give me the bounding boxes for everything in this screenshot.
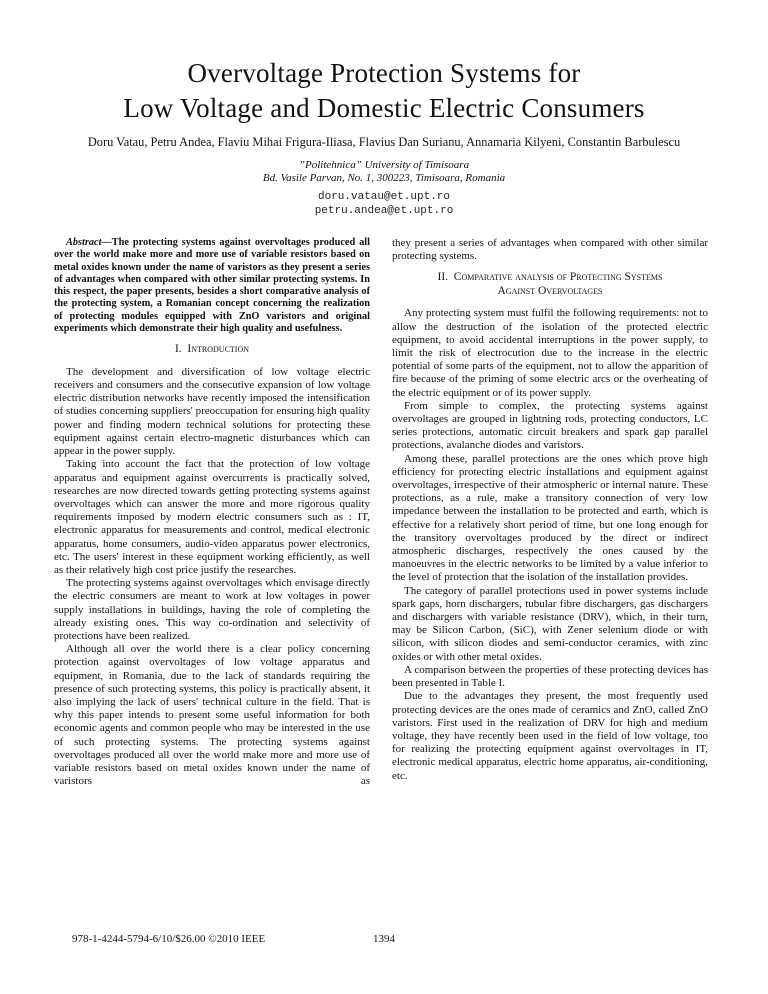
- paragraph-sec2-1: Any protecting system must fulfil the following requirements: not to allow the destruction of the isolation of the protected electric equipment, to avoid accidental interruptions in the power supply, to limit the risk of electrocution due to the increase in the electric potential of some parts of the equipment, not to allow the apparition of fire because of the priming of some electric arcs or the overheating of the electric equipment or of its power supply.: [392, 307, 708, 399]
- paper-header: [0, 0, 768, 218]
- paper-body: [0, 237, 768, 788]
- paragraph-sec2-4: The category of parallel protections used in power systems include spark gaps, horn dischargers, tubular fibre dischargers, gas dischargers and dischargers with variable resistance (DRV), which, in their turn, may be Silicon Carbon, (SiC), with Zener selenium diode or with silicon, with silicon diodes and semi-conductor ceramics, with zinc oxides or with other metal oxides.: [392, 584, 708, 663]
- paragraph-sec2-5: A comparison between the properties of these protecting devices has been presented in Table I.: [392, 663, 708, 690]
- footer-copyright: 978-1-4244-5794-6/10/$26.00 ©2010 IEEE: [72, 933, 266, 945]
- paragraph-sec2-6: Due to the advantages they present, the most frequently used protecting devices are the ones made of ceramics and ZnO, called ZnO varistors. First used in the realization of DRV for high and medium voltage, they have recently been used in the field of low voltage, too for realizing the protecting equipment against overvoltages in IT, electronic medical apparatus, electric home apparatus, air-conditioning, etc.: [392, 690, 708, 782]
- section-2-heading-line-2: Against Overvoltages: [497, 284, 603, 297]
- section-1-heading: I. Introduction: [174, 343, 250, 356]
- paragraph-intro-1: The development and diversification of low voltage electric receivers and consumers and the consecutive expansion of low voltage electric distribution networks have recently imposed the intensification of studies concerning suppliers' preoccupation for ensuring high quality power and finding modern technical solutions for protecting these equipment against certain electro-magnetic disturbances which can appear in the power supply.: [54, 365, 370, 458]
- paragraph-intro-4: Although all over the world there is a clear policy concerning protection against overvoltages of low voltage apparatus and equipment, in Romania, due to the lack of standards requiring the presence of such protecting systems, this policy is practically absent, it also implying the lack of users' technical culture in the field. That is why this paper intends to present some useful information for both economic agents and common people who may be interested in the use of such protecting systems. The protecting systems against overvoltages produced all over the world make more and more use of variable resistors based on metal oxides known under the name of varistors as: [54, 643, 370, 788]
- title-line-1: Overvoltage Protection Systems for: [187, 58, 581, 88]
- abstract-text: The protecting systems against overvoltages produced all over the world make more and more use of variable resistors based on metal oxides known under the name of varistors as they present a series of advantages when compared with other similar protecting systems. In this respect, the paper presents, besides a short comparative analysis of the protecting system, a Romanian concept concerning the realization of protecting modules equipped with ZnO varistors and original experiments which demonstrate their high quality and usefulness.: [54, 237, 370, 335]
- affiliation: ”Politehnica” University of Timisoara: [298, 159, 470, 171]
- paragraph-intro-3: The protecting systems against overvoltages which envisage directly the electric consumers are meant to work at low voltages in power supply installations in buildings, having the role of completing the already existing ones. This way co-ordination and selectivity of protections have been realized.: [54, 577, 370, 642]
- left-column: [54, 237, 370, 788]
- abstract-label: Abstract—: [66, 237, 112, 248]
- email-address-1: doru.vatau@et.upt.ro: [317, 191, 451, 203]
- title-line-2: Low Voltage and Domestic Electric Consumers: [123, 93, 645, 123]
- section-2-heading-line-1: II. Comparative analysis of Protecting Systems: [437, 271, 663, 284]
- paragraph-intro-2: Taking into account the fact that the protection of low voltage apparatus and equipment against overcurrents is practically solved, researches are now directed towards getting protecting systems against overvoltages which can answer the more and more rigorous quality requirements imposed by modern electric consumers such as : IT, electronic apparatus for measurements and control, medical electronic apparatus, home consumers, audio-video apparatus power electronics, etc. The users' interest in these equipment working efficiently, as well as their relatively high cost price justify the researches.: [54, 458, 370, 576]
- footer-page-number: 1394: [373, 933, 395, 945]
- authors-line: Doru Vatau, Petru Andea, Flaviu Mihai Frigura-Iliasa, Flavius Dan Surianu, Annamaria Kilyeni, Constantin Barbulescu: [87, 135, 681, 149]
- paragraph-continuation: they present a series of advantages when compared with other similar protecting systems.: [392, 237, 708, 263]
- section-2-heading: [392, 271, 708, 298]
- right-column: [392, 237, 708, 788]
- paragraph-sec2-2: From simple to complex, the protecting systems against overvoltages are grouped in lightning rods, protecting conductors, LC series protections, automatic circuit breakers and spark gap parallel protections, avalanche diodes and varistors.: [392, 399, 708, 452]
- abstract: [54, 237, 370, 335]
- paragraph-sec2-3: Among these, parallel protections are the ones which prove high efficiency for protecting electric installations and equipment against overvoltages, irrespective of their atmospheric or internal nature. These protections, as a rule, make a transitory connection of very low impedance between the installation to be protected and earth, which is effective for a relatively short period of time, but one long enough for the transitory overvoltages produced by the direct or indirect atmospheric discharges, respectively the ones caused by the manoeuvres in the electric networks to be limited by a value inferior to the level of protection that the isolation of the installation provides.: [392, 452, 708, 584]
- affiliation-address: Bd. Vasile Parvan, No. 1, 300223, Timisoara, Romania: [262, 172, 506, 184]
- paper-title: [0, 56, 768, 126]
- email-address-2: petru.andea@et.upt.ro: [314, 205, 454, 217]
